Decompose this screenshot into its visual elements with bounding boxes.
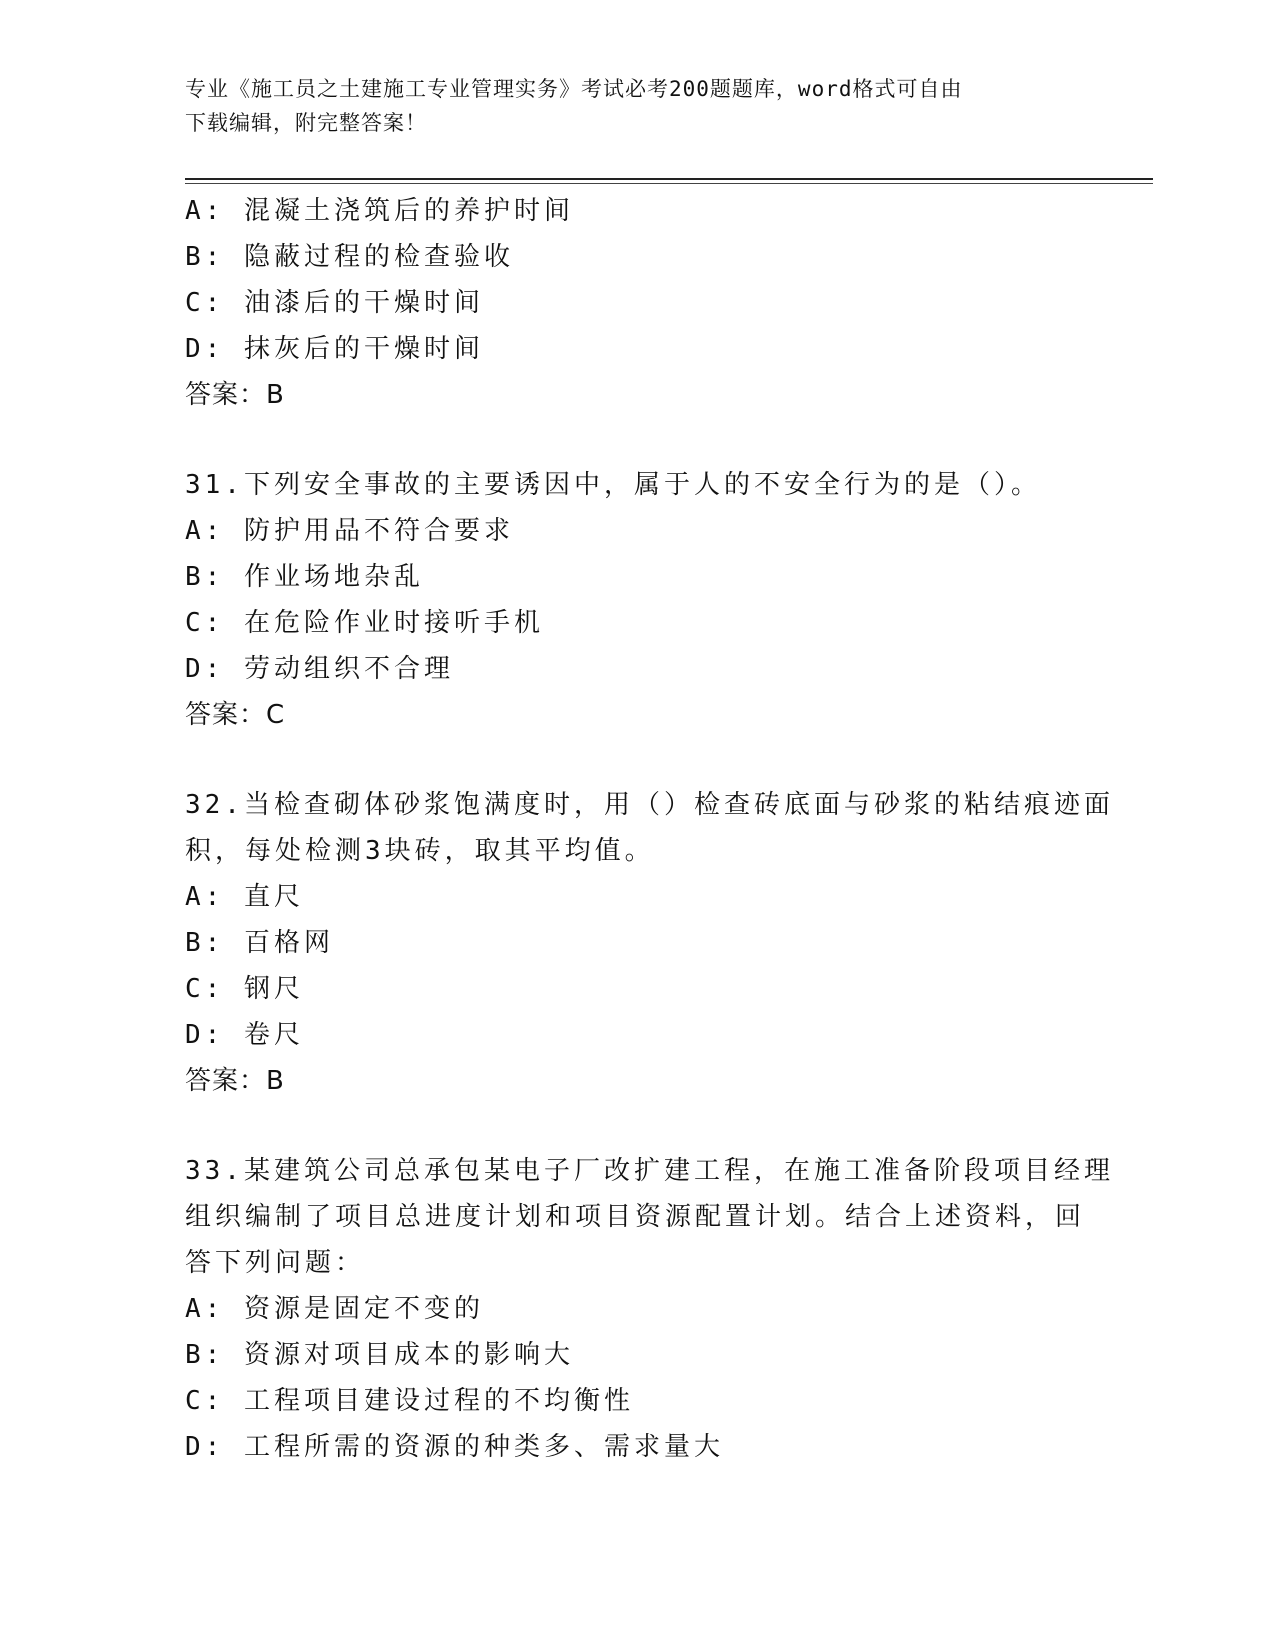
question-30 <box>185 188 1085 418</box>
header-line-1: 专业《施工员之土建施工专业管理实务》考试必考200题题库，word格式可自由 <box>185 77 963 101</box>
option-b: B: 作业场地杂乱 <box>185 562 424 592</box>
option-a: A: 防护用品不符合要求 <box>185 516 514 546</box>
question-text-line-2: 积，每处检测3块砖，取其平均值。 <box>185 836 655 866</box>
option-b: B: 隐蔽过程的检查验收 <box>185 242 514 272</box>
answer-line: 答案：B <box>185 1066 285 1096</box>
question-33 <box>185 1148 1114 1470</box>
question-text-line-1: 32.当检查砌体砂浆饱满度时，用（）检查砖底面与砂浆的粘结痕迹面 <box>185 790 1114 820</box>
answer-line: 答案：B <box>185 380 285 410</box>
option-d: D: 卷尺 <box>185 1020 304 1050</box>
question-text-line-2: 组织编制了项目总进度计划和项目资源配置计划。结合上述资料，回 <box>185 1202 1086 1232</box>
option-a: A: 资源是固定不变的 <box>185 1294 484 1324</box>
option-b: B: 百格网 <box>185 928 334 958</box>
document-header <box>185 72 1065 140</box>
question-content <box>185 188 1114 1470</box>
option-a: A: 混凝土浇筑后的养护时间 <box>185 196 574 226</box>
option-d: D: 劳动组织不合理 <box>185 654 454 684</box>
header-divider-thick <box>185 178 1153 180</box>
option-c: C: 钢尺 <box>185 974 304 1004</box>
answer-line: 答案：C <box>185 700 286 730</box>
question-31 <box>185 462 1085 738</box>
header-divider-thin <box>185 183 1153 184</box>
option-c: C: 工程项目建设过程的不均衡性 <box>185 1386 634 1416</box>
question-32 <box>185 782 1114 1104</box>
question-text-line-1: 33.某建筑公司总承包某电子厂改扩建工程，在施工准备阶段项目经理 <box>185 1156 1114 1186</box>
option-a: A: 直尺 <box>185 882 304 912</box>
option-c: C: 在危险作业时接听手机 <box>185 608 544 638</box>
option-c: C: 油漆后的干燥时间 <box>185 288 484 318</box>
option-d: D: 工程所需的资源的种类多、需求量大 <box>185 1432 724 1462</box>
header-line-2: 下载编辑，附完整答案！ <box>185 111 427 135</box>
option-d: D: 抹灰后的干燥时间 <box>185 334 484 364</box>
option-b: B: 资源对项目成本的影响大 <box>185 1340 574 1370</box>
question-text-line-3: 答下列问题： <box>185 1248 366 1278</box>
question-text: 31.下列安全事故的主要诱因中，属于人的不安全行为的是（）。 <box>185 470 1041 500</box>
